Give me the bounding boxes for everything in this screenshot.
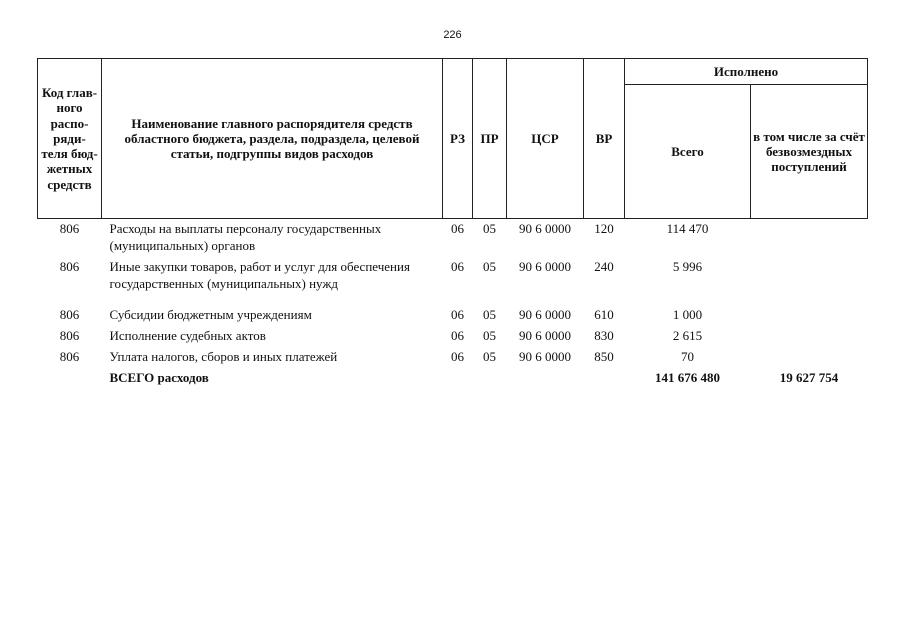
cell-pr: 05 xyxy=(483,259,496,275)
cell-code: 806 xyxy=(59,221,80,236)
cell-free xyxy=(751,326,868,347)
grand-total-free-value: 19 627 754 xyxy=(779,370,839,386)
cell-code: 806 xyxy=(59,348,80,364)
cell-rz: 06 xyxy=(451,348,464,364)
cell-pr: 05 xyxy=(483,306,496,322)
grand-total-value: 141 676 480 xyxy=(655,370,720,386)
cell-csr-empty xyxy=(507,368,584,389)
cell-name: Уплата налогов, сборов и иных платежей xyxy=(109,348,338,364)
grand-total-label: ВСЕГО расходов xyxy=(109,370,209,386)
cell-name: Расходы на выплаты персоналу государственных (муниципальных) органов xyxy=(109,221,382,254)
cell-code: 806 xyxy=(59,259,80,275)
cell-code: 806 xyxy=(59,306,80,322)
cell-free xyxy=(751,219,868,258)
table-row xyxy=(38,347,868,368)
cell-pr: 05 xyxy=(483,327,496,343)
cell-total: 114 470 xyxy=(666,221,709,236)
cell-vr: 830 xyxy=(594,327,614,343)
cell-total: 2 615 xyxy=(672,327,703,343)
table-header xyxy=(38,59,868,219)
cell-pr-empty xyxy=(473,368,507,389)
cell-csr: 90 6 0000 xyxy=(519,259,571,275)
expenditure-table xyxy=(37,58,868,389)
cell-pr: 05 xyxy=(483,221,496,236)
cell-csr: 90 6 0000 xyxy=(519,306,571,322)
cell-total: 1 000 xyxy=(672,306,703,322)
cell-vr: 120 xyxy=(594,221,614,236)
header-vr: ВР xyxy=(584,59,625,219)
table-row xyxy=(38,326,868,347)
header-name: Наименование главного распорядителя средств областного бюджета, раздела, подраздела, целевой статьи, подгруппы видов расходов xyxy=(102,59,443,219)
cell-rz-empty xyxy=(443,368,473,389)
header-code: Код глав-ного распо-ряди-теля бюд-жетных средств xyxy=(38,59,102,219)
cell-code-empty xyxy=(38,368,102,389)
cell-csr: 90 6 0000 xyxy=(519,327,571,343)
cell-vr: 610 xyxy=(594,306,614,322)
table-row xyxy=(38,219,868,258)
header-incl-free: в том числе за счёт безвозмездных поступлений xyxy=(751,85,868,219)
cell-rz: 06 xyxy=(451,306,464,322)
cell-rz: 06 xyxy=(451,259,464,275)
cell-free xyxy=(751,347,868,368)
cell-name: Субсидии бюджетным учреждениям xyxy=(109,306,312,322)
cell-rz: 06 xyxy=(451,221,464,236)
header-total: Всего xyxy=(625,85,751,219)
cell-vr-empty xyxy=(584,368,625,389)
grand-total-row xyxy=(38,368,868,389)
table-row xyxy=(38,257,868,304)
cell-csr: 90 6 0000 xyxy=(519,221,571,236)
cell-pr: 05 xyxy=(483,348,496,364)
cell-total: 70 xyxy=(681,348,694,364)
cell-csr: 90 6 0000 xyxy=(519,348,571,364)
header-csr: ЦСР xyxy=(507,59,584,219)
cell-name: Исполнение судебных актов xyxy=(109,327,266,343)
cell-vr: 850 xyxy=(594,348,614,364)
cell-rz: 06 xyxy=(451,327,464,343)
cell-vr: 240 xyxy=(594,259,614,275)
cell-name: Иные закупки товаров, работ и услуг для обеспечения государственных (муниципальных) нужд xyxy=(109,259,410,292)
header-executed: Исполнено xyxy=(625,59,868,85)
cell-free xyxy=(751,305,868,326)
table-row xyxy=(38,305,868,326)
cell-code: 806 xyxy=(59,327,80,343)
cell-total: 5 996 xyxy=(672,259,703,275)
cell-free xyxy=(751,257,868,304)
header-pr: ПР xyxy=(473,59,507,219)
table-body xyxy=(38,219,868,390)
header-rz: РЗ xyxy=(443,59,473,219)
page-number: 226 xyxy=(443,29,462,41)
